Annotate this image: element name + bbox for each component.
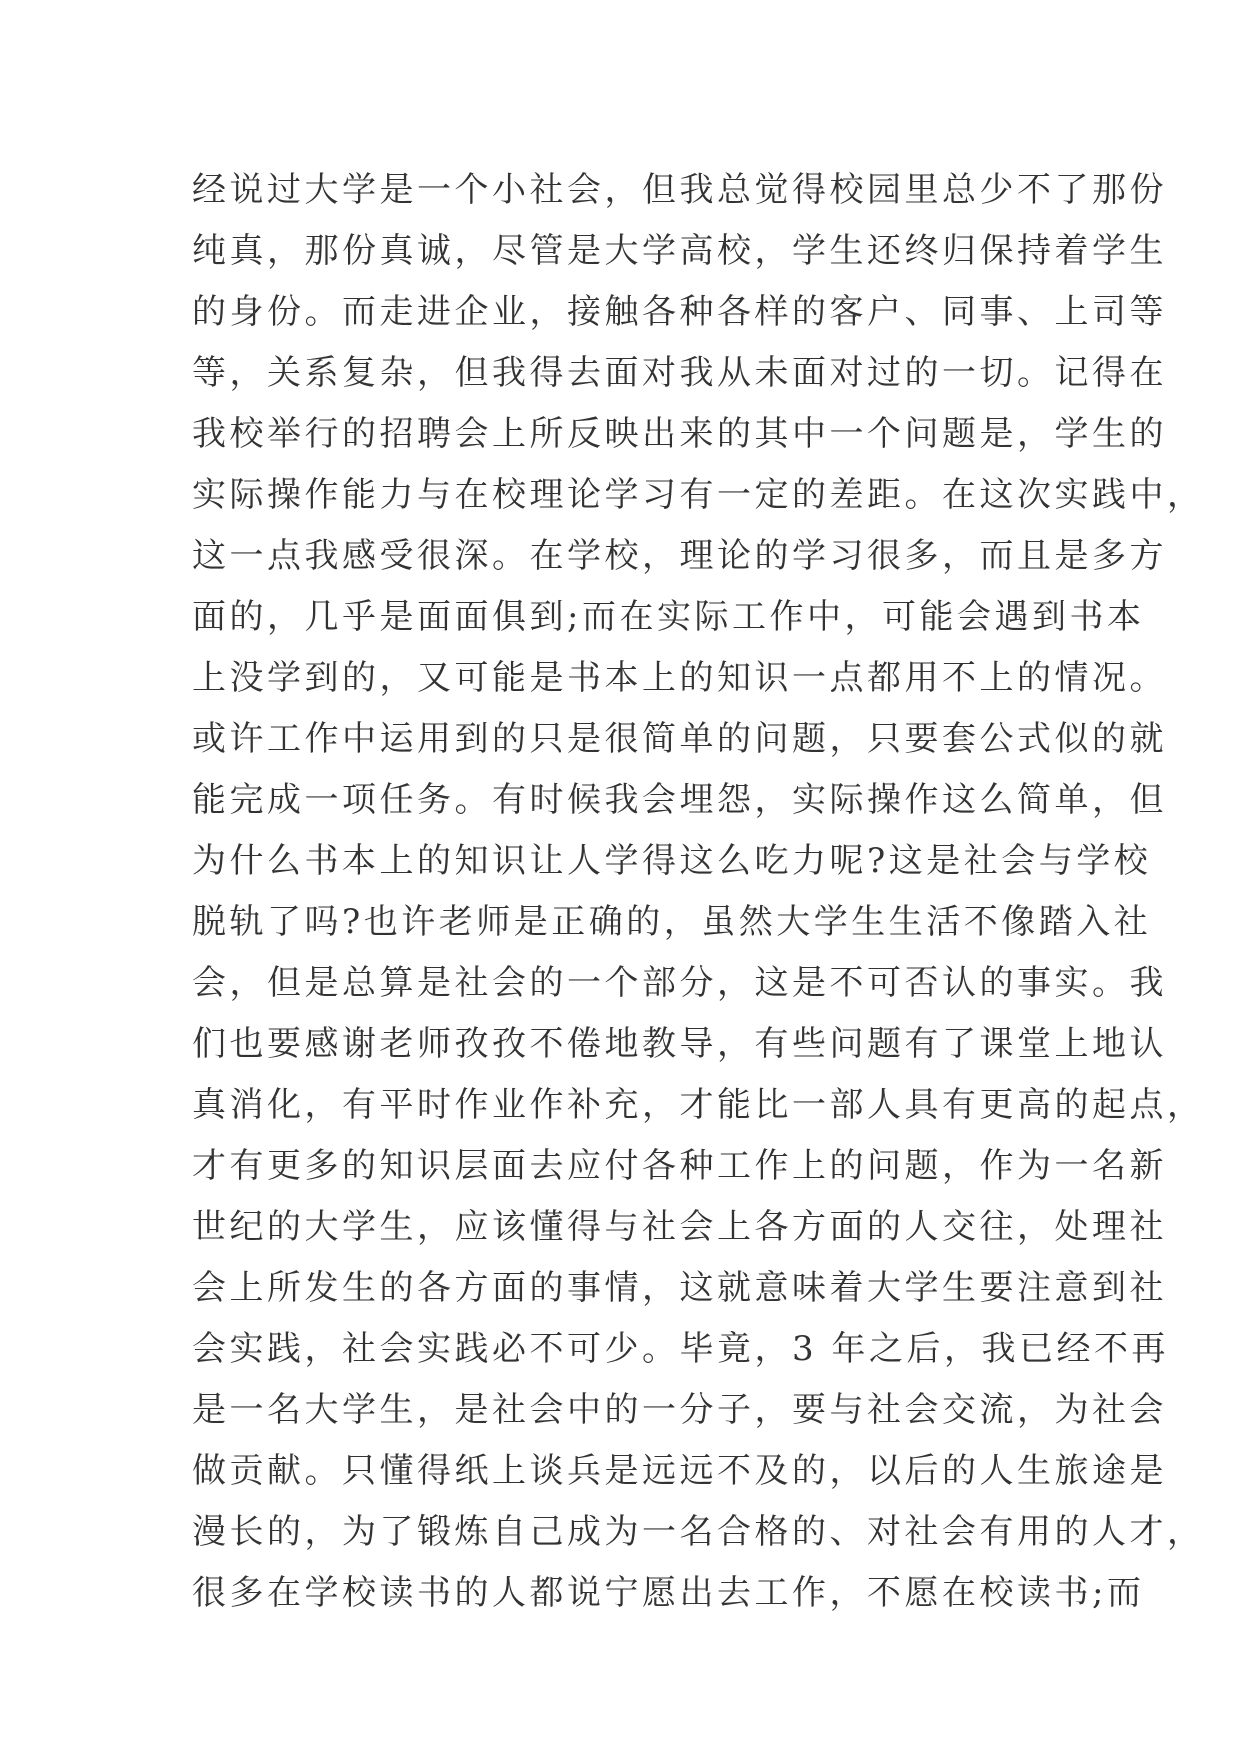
text-line: 做贡献。只懂得纸上谈兵是远远不及的，以后的人生旅途是 <box>192 1451 1167 1491</box>
text-line: 的身份。而走进企业，接触各种各样的客户、同事、上司等 <box>192 292 1167 332</box>
text-line: 很多在学校读书的人都说宁愿出去工作，不愿在校读书;而 <box>192 1573 1145 1613</box>
text-line: 会上所发生的各方面的事情，这就意味着大学生要注意到社 <box>192 1268 1167 1308</box>
text-line: 真消化，有平时作业作补充，才能比一部人具有更高的起点， <box>192 1085 1205 1125</box>
text-line: 实际操作能力与在校理论学习有一定的差距。在这次实践中， <box>192 475 1205 515</box>
text-line: 为什么书本上的知识让人学得这么吃力呢?这是社会与学校 <box>192 841 1152 881</box>
text-line: 这一点我感受很深。在学校，理论的学习很多，而且是多方 <box>192 536 1167 576</box>
text-line: 是一名大学生，是社会中的一分子，要与社会交流，为社会 <box>192 1390 1167 1430</box>
text-line: 脱轨了吗?也许老师是正确的，虽然大学生生活不像踏入社 <box>192 902 1152 942</box>
text-line: 等，关系复杂，但我得去面对我从未面对过的一切。记得在 <box>192 353 1167 393</box>
text-line: 才有更多的知识层面去应付各种工作上的问题，作为一名新 <box>192 1146 1167 1186</box>
text-line: 或许工作中运用到的只是很简单的问题，只要套公式似的就 <box>192 719 1167 759</box>
text-line: 纯真，那份真诚，尽管是大学高校，学生还终归保持着学生 <box>192 231 1167 271</box>
text-line: 我校举行的招聘会上所反映出来的其中一个问题是，学生的 <box>192 414 1167 454</box>
text-line: 会，但是总算是社会的一个部分，这是不可否认的事实。我 <box>192 963 1167 1003</box>
text-line: 上没学到的，又可能是书本上的知识一点都用不上的情况。 <box>192 658 1167 698</box>
text-line: 经说过大学是一个小社会，但我总觉得校园里总少不了那份 <box>192 170 1167 210</box>
text-line: 能完成一项任务。有时候我会埋怨，实际操作这么简单，但 <box>192 780 1167 820</box>
body-text <box>192 160 1205 1624</box>
text-line: 会实践，社会实践必不可少。毕竟，3 年之后，我已经不再 <box>192 1329 1169 1369</box>
text-line: 漫长的，为了锻炼自己成为一名合格的、对社会有用的人才， <box>192 1512 1205 1552</box>
text-line: 面的，几乎是面面俱到;而在实际工作中，可能会遇到书本 <box>192 597 1145 637</box>
text-line: 们也要感谢老师孜孜不倦地教导，有些问题有了课堂上地认 <box>192 1024 1167 1064</box>
text-line: 世纪的大学生，应该懂得与社会上各方面的人交往，处理社 <box>192 1207 1167 1247</box>
